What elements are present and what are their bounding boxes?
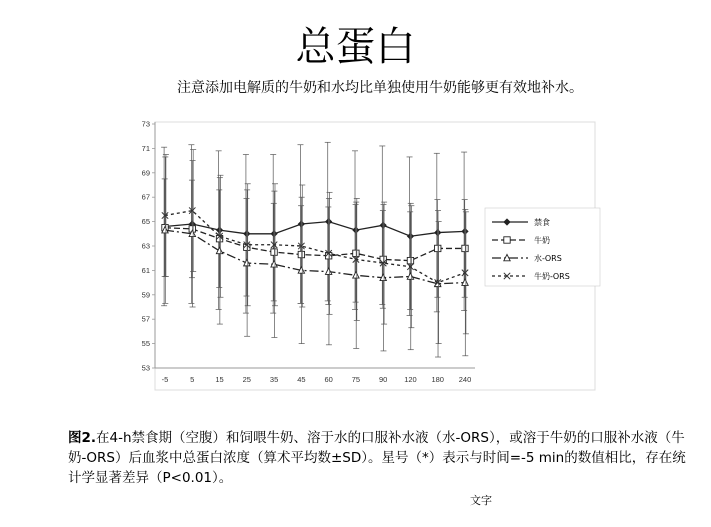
page-title: 总蛋白 bbox=[295, 24, 416, 70]
x-tick-label: 180 bbox=[431, 375, 444, 384]
x-tick-label: 240 bbox=[458, 375, 472, 384]
total-protein-chart bbox=[120, 112, 610, 402]
y-tick-label: 63 bbox=[141, 241, 150, 251]
page-subtitle: 注意添加电解质的牛奶和水均比单独使用牛奶能够更有效地补水。 bbox=[177, 80, 583, 96]
caption-text: 在4-h禁食期（空腹）和饲喂牛奶、溶于水的口服补水液（水-ORS），或溶于牛奶的口服补水液（牛奶-ORS）后血浆中总蛋白浓度（算术平均数±SD）。星号（*）表示与时间=-5 min的数值相比，存在统计学显著差异（P<0.01）。 bbox=[68, 430, 686, 486]
legend-label: 禁食 bbox=[534, 218, 550, 227]
x-tick-label: 75 bbox=[351, 375, 361, 384]
legend-label: 水-ORS bbox=[534, 254, 562, 263]
legend-label: 牛奶 bbox=[534, 236, 550, 245]
y-tick-label: 73 bbox=[141, 119, 150, 129]
legend-label: 牛奶-ORS bbox=[534, 272, 570, 281]
y-axis-ticks bbox=[142, 120, 155, 373]
x-tick-label: 60 bbox=[324, 375, 333, 384]
x-tick-label: 15 bbox=[215, 375, 224, 384]
caption-label: 图2. bbox=[68, 430, 97, 446]
footer-text: 文字 bbox=[470, 494, 492, 507]
y-tick-label: 53 bbox=[141, 363, 150, 373]
figure-caption bbox=[68, 428, 698, 488]
legend-marker bbox=[504, 237, 510, 243]
x-tick-label: 120 bbox=[404, 375, 417, 384]
x-tick-label: 45 bbox=[297, 375, 306, 384]
legend bbox=[485, 208, 600, 286]
y-tick-label: 59 bbox=[141, 290, 150, 300]
y-tick-label: 65 bbox=[141, 217, 150, 227]
y-tick-label: 61 bbox=[141, 265, 150, 275]
x-tick-label: 25 bbox=[242, 375, 251, 384]
y-tick-label: 71 bbox=[141, 143, 150, 153]
y-tick-label: 57 bbox=[141, 314, 150, 324]
y-tick-label: 69 bbox=[141, 168, 150, 178]
x-tick-label: 35 bbox=[269, 375, 279, 384]
x-tick-label: 5 bbox=[190, 375, 195, 384]
x-tick-label: -5 bbox=[161, 375, 169, 384]
y-tick-label: 67 bbox=[141, 192, 150, 202]
x-tick-label: 90 bbox=[379, 375, 388, 384]
y-tick-label: 55 bbox=[141, 339, 150, 349]
